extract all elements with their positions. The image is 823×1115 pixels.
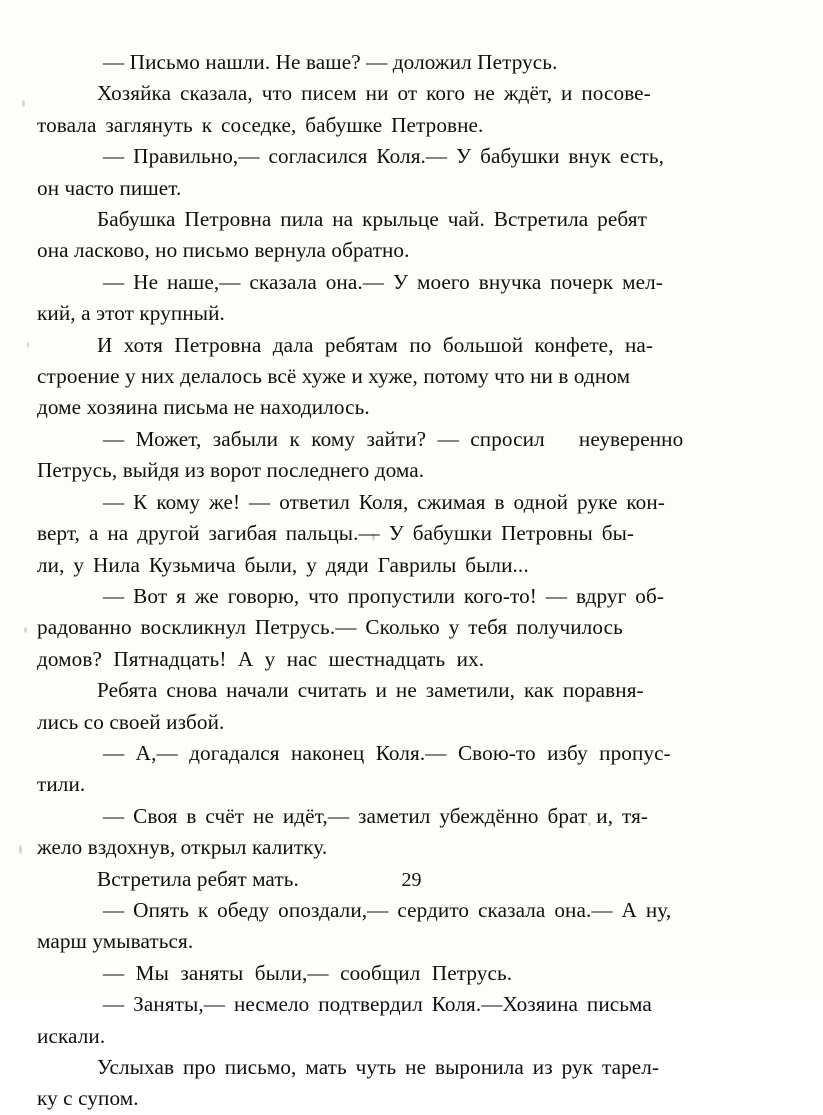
paragraph: [37, 487, 792, 581]
text-line: — Своя в счёт не идёт,— заметил убеждённо брат и, тя-: [103, 803, 649, 828]
paragraph: [37, 1052, 792, 1115]
page-number: 29: [401, 869, 422, 891]
text-line: жело вздохнув, открыл калитку.: [37, 835, 328, 860]
paragraph: [37, 204, 792, 267]
paragraph: [37, 267, 792, 330]
paragraph: [37, 738, 792, 801]
text-line: он часто пишет.: [37, 175, 182, 200]
page-text-block: [37, 47, 792, 1115]
text-line: И хотя Петровна дала ребятам по большой конфете, на-: [97, 332, 654, 357]
paragraph: [37, 989, 792, 1052]
text-line: — Заняты,— несмело подтвердил Коля.—Хозяина письма: [103, 992, 652, 1017]
paragraph: [37, 330, 792, 424]
text-line: искали.: [37, 1023, 106, 1048]
paragraph: [37, 801, 792, 864]
paragraph: [37, 581, 792, 675]
text-line: марш умываться.: [37, 929, 194, 954]
text-line: Петрусь, выйдя из ворот последнего дома.: [37, 458, 425, 483]
text-line: — Не наше,— сказала она.— У моего внучка почерк мел-: [103, 269, 663, 294]
text-line: — Правильно,— согласился Коля.— У бабушки внук есть,: [103, 144, 664, 169]
text-line: Ребята снова начали считать и не заметили, как поравня-: [97, 678, 644, 703]
text-line: Встретила ребят мать.: [97, 866, 299, 891]
text-line: Услыхав про письмо, мать чуть не выронила из рук тарел-: [97, 1055, 660, 1079]
scan-speck: [24, 627, 27, 633]
text-line: товала заглянуть к соседке, бабушке Петровне.: [37, 112, 484, 137]
paragraph: [37, 78, 792, 141]
text-line: — А,— догадался наконец Коля.— Свою-то избу пропус-: [103, 740, 671, 765]
text-line: — Вот я же говорю, что пропустили кого-то! — вдруг об-: [103, 583, 665, 608]
text-line: лись со своей избой.: [37, 709, 225, 734]
text-line: — Опять к обеду опоздали,— сердито сказала она.— А ну,: [103, 897, 672, 922]
text-line: Хозяйка сказала, что писем ни от кого не ждёт, и посове-: [97, 81, 651, 106]
paragraph: [37, 675, 792, 738]
scan-speck: [22, 100, 25, 107]
paragraph: [37, 47, 792, 78]
scan-speck: [19, 845, 22, 854]
text-line: доме хозяина письма не находилось.: [37, 395, 370, 420]
paragraph: [37, 424, 792, 487]
text-line: — К кому же! — ответил Коля, сжимая в одной руке кон-: [103, 489, 665, 514]
text-line: домов? Пятнадцать! А у нас шестнадцать их.: [37, 646, 485, 671]
text-line: Бабушка Петровна пила на крыльце чай. Встретила ребят: [97, 207, 647, 232]
paragraph: [37, 958, 792, 989]
text-line: она ласково, но письмо вернула обратно.: [37, 238, 410, 263]
text-line: — Мы заняты были,— сообщил Петрусь.: [103, 960, 513, 985]
text-line: радованно воскликнул Петрусь.— Сколько у тебя получилось: [37, 615, 623, 640]
text-line: — Письмо нашли. Не ваше? — доложил Петрусь.: [103, 50, 558, 74]
text-line: верт, а на другой загибая пальцы.— У бабушки Петровны бы-: [37, 521, 635, 546]
scan-speck: [27, 342, 29, 348]
text-line: тили.: [37, 772, 86, 797]
text-line: строение у них делалось всё хуже и хуже, потому что ни в одном: [37, 364, 631, 389]
text-line: ли, у Нила Кузьмича были, у дяди Гаврилы были...: [37, 552, 529, 577]
text-line: кий, а этот крупный.: [37, 301, 225, 326]
paragraph: [37, 141, 792, 204]
paragraph: [37, 895, 792, 958]
text-line: ку с супом.: [37, 1086, 139, 1111]
text-line: — Может, забыли к кому зайти? — спросил неуверенно: [103, 426, 684, 451]
